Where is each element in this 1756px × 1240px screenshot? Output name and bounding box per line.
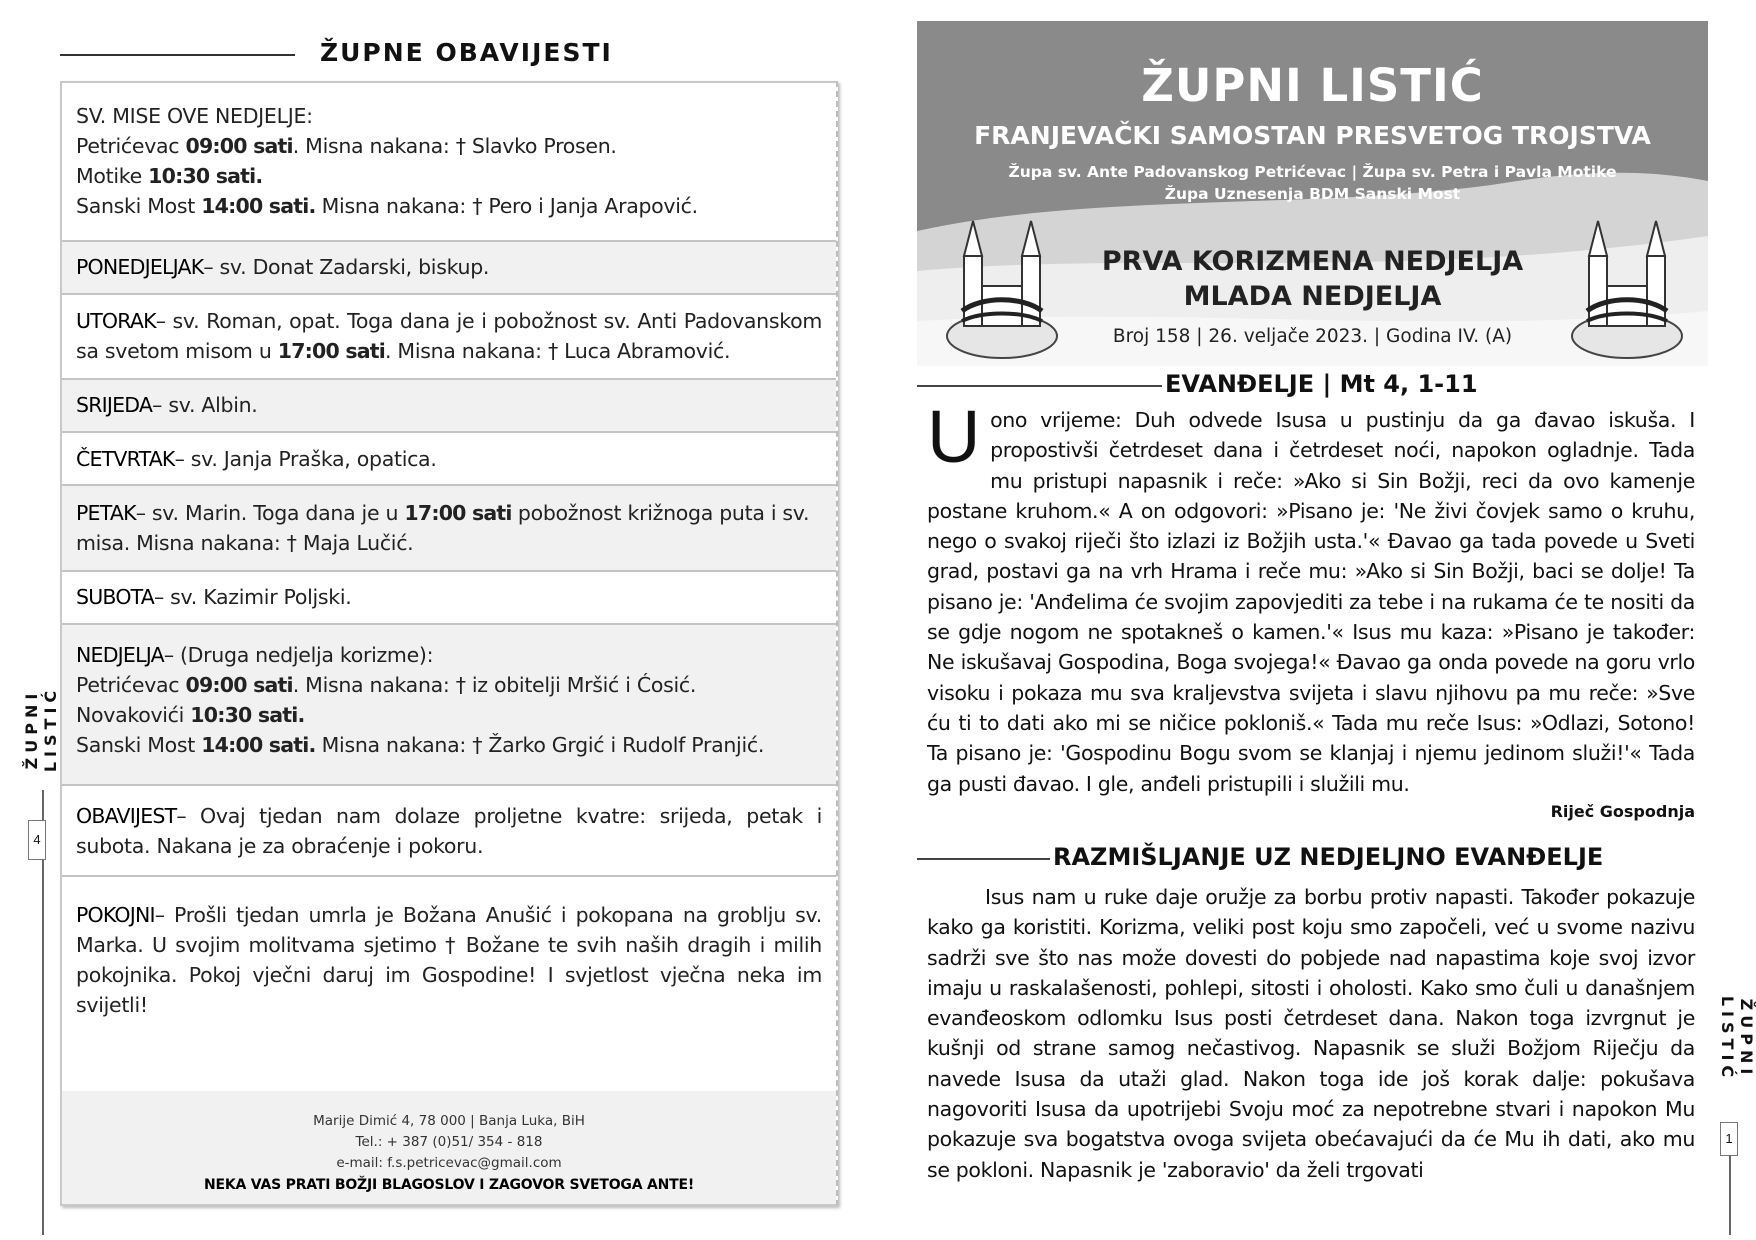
section-thursday: ČETVRTAK– sv. Janja Praška, opatica. xyxy=(62,433,836,486)
masses-title: SV. MISE OVE NEDJELJE: xyxy=(76,104,313,128)
masses-line-3: Sanski Most 14:00 sati. Misna nakana: † Pero i Janja Arapović. xyxy=(76,194,698,218)
day-label: UTORAK xyxy=(76,309,156,333)
drop-cap: U xyxy=(927,395,981,478)
day-label: NEDJELJA xyxy=(76,643,164,667)
phone: Tel.: + 387 (0)51/ 354 - 818 xyxy=(355,1134,543,1150)
announcements-title: ŽUPNE OBAVIJESTI xyxy=(320,38,613,67)
contact-footer xyxy=(62,1091,836,1204)
section-deceased: POKOJNI– Prošli tjedan umrla je Božana Anušić i pokopana na groblju sv. Marka. U svojim molitvama sjetimo † Božane te svih naših dragih i milih pokojnika. Pokoj vječni daruj im Gospodine! I svjetlost vječna neka im svijetli! xyxy=(76,903,822,1017)
gospel-rule xyxy=(917,385,1162,387)
announcements-header xyxy=(60,38,840,68)
issue-info: Broj 158 | 26. veljače 2023. | Godina IV. (A) xyxy=(1112,326,1513,347)
church-logo-icon xyxy=(942,216,1062,361)
sunday-name-1: PRVA KORIZMENA NEDJELJA xyxy=(1101,246,1524,277)
gospel-heading: EVANĐELJE | Mt 4, 1-11 xyxy=(1165,370,1478,398)
parishes-line-1: Župa sv. Ante Padovanskog Petrićevac | Župa sv. Petra i Pavla Motike xyxy=(1008,163,1617,181)
page-number: 4 xyxy=(28,820,46,860)
section-saturday: SUBOTA– sv. Kazimir Poljski. xyxy=(62,572,836,625)
parishes-line-2: Župa Uznesenja BDM Sanski Most xyxy=(1164,185,1461,203)
day-label: POKOJNI xyxy=(76,903,155,927)
gospel-text xyxy=(927,395,1695,799)
section-monday xyxy=(62,242,836,295)
section-notice: OBAVIJEST– Ovaj tjedan nam dolaze proljetne kvatre: srijeda, petak i subota. Nakana je za obraćenje i pokoru. xyxy=(62,786,836,877)
masses-line-2: Motike 10:30 sati. xyxy=(76,164,263,188)
section-friday: PETAK– sv. Marin. Toga dana je u 17:00 sati pobožnost križnoga puta i sv. misa. Misna nakana: † Maja Lučić. xyxy=(62,486,836,572)
day-label: SRIJEDA xyxy=(76,393,153,417)
sunday-name-2: MLADA NEDJELJA xyxy=(1183,281,1442,312)
header-rule xyxy=(60,54,295,56)
day-label: SUBOTA xyxy=(76,585,155,609)
section-tuesday: UTORAK– sv. Roman, opat. Toga dana je i pobožnost sv. Anti Padovanskom sa svetom misom u 17:00 sati. Misna nakana: † Luca Abramović. xyxy=(62,295,836,380)
email: e-mail: f.s.petricevac@gmail.com xyxy=(336,1155,562,1171)
announcements-box xyxy=(60,81,838,1206)
masthead-banner xyxy=(917,21,1708,366)
left-spine xyxy=(22,640,60,1235)
monastery-name: FRANJEVAČKI SAMOSTAN PRESVETOG TROJSTVA xyxy=(974,121,1651,150)
church-logo-icon xyxy=(1567,216,1687,361)
gospel-signature: Riječ Gospodnja xyxy=(1550,802,1695,821)
section-masses xyxy=(62,83,836,242)
day-label: PONEDJELJAK xyxy=(76,255,204,279)
reflection-rule xyxy=(917,858,1050,860)
reflection-text: Isus nam u ruke daje oružje za borbu protiv napasti. Također pokazuje kako ga koristiti. Korizma, veliki post koju smo započeli, već u svome nazivu sadrži sve što nas može dovesti do pobjede nad napastima koje svoj izvor imaju u raskalašenosti, pohlepi, sitosti i oholosti. Kako smo čuli u današnjem evanđeoskom odlomku Isus posti četrdeset dana. Nakon toga izvrgnut je kušnji od strane samog nečastivog. Napasnik se služi Božjom Riječju da navede Isusa da utaži glad. Nakon toga ide još korak dalje: pokušava nagovoriti Isusa da upotrijebi Svoju moć za nepotrebne stvari i napokon Mu pokazuje sva bogatstva ovoga svijeta obećavajući da će Mu ih dati, ako mu se pokloni. Napasnik je 'zaboravio' da želi trgovati xyxy=(927,885,1695,1182)
reflection-heading: RAZMIŠLJANJE UZ NEDJELJNO EVANĐELJE xyxy=(1053,843,1604,871)
gospel-body: ono vrijeme: Duh odvede Isusa u pustinju da ga đavao iskuša. I propostivši četrdeset dana i četrdeset noći, napokon ogladnje. Tada mu pristupi napasnik i reče: »Ako si Sin Božji, reci da ovo kamenje postane kruhom.« A on odgovori: »Pisano je: 'Ne živi čovjek samo o kruhu, nego o svakoj riječi što izlazi iz Božjih usta.'« Đavao ga tada povede u Sveti grad, postavi ga na vrh Hrama i reče mu: »Ako si Sin Božji, baci se dolje! Ta pisano je: 'Anđelima će svojim zapovjediti za tebe i na rukama će te nositi da se gdje nogom ne spotakneš o kamen.'« Isus mu kaza: »Pisano je također: Ne iskušavaj Gospodina, Boga svojega!« Đavao ga onda povede na goru vrlo visoku i pokaza mu sva kraljevstva svijeta i slavu njihovu pa mu reče: »Sve ću ti to dati ako mi se ničice pokloniš.« Tada mu reče Isus: »Odlazi, Sotono! Ta pisano je: 'Gospodinu Bogu svom se klanjaj i njemu jedinom služi!'« Tada ga pusti đavao. I gle, anđeli pristupili i služili mu. xyxy=(927,408,1695,796)
page-number: 1 xyxy=(1720,1122,1738,1156)
section-sunday: NEDJELJA– (Druga nedjelja korizme): Petrićevac 09:00 sati. Misna nakana: † iz obitelji Mršić i Ćosić. Novakovići 10:30 sati. Sanski Most 14:00 sati. Misna nakana: † Žarko Grgić i Rudolf Pranjić. xyxy=(62,625,836,786)
spine-title: ŽUPNI LISTIĆ xyxy=(1718,995,1756,1083)
right-spine xyxy=(1712,950,1756,1235)
blessing: NEKA VAS PRATI BOŽJI BLAGOSLOV I ZAGOVOR SVETOGA ANTE! xyxy=(203,1177,695,1193)
day-label: ČETVRTAK xyxy=(76,447,175,471)
section-wednesday: SRIJEDA– sv. Albin. xyxy=(62,380,836,433)
day-text: – sv. Donat Zadarski, biskup. xyxy=(203,255,490,279)
masses-line-1: Petrićevac 09:00 sati. Misna nakana: † Slavko Prosen. xyxy=(76,134,617,158)
bulletin-title: ŽUPNI LISTIĆ xyxy=(1141,59,1484,112)
day-label: PETAK xyxy=(76,501,136,525)
spine-title: ŽUPNI LISTIĆ xyxy=(22,685,60,773)
address: Marije Dimić 4, 78 000 | Banja Luka, BiH xyxy=(313,1113,585,1129)
day-label: OBAVIJEST xyxy=(76,804,177,828)
spine-rule xyxy=(1729,1155,1731,1235)
